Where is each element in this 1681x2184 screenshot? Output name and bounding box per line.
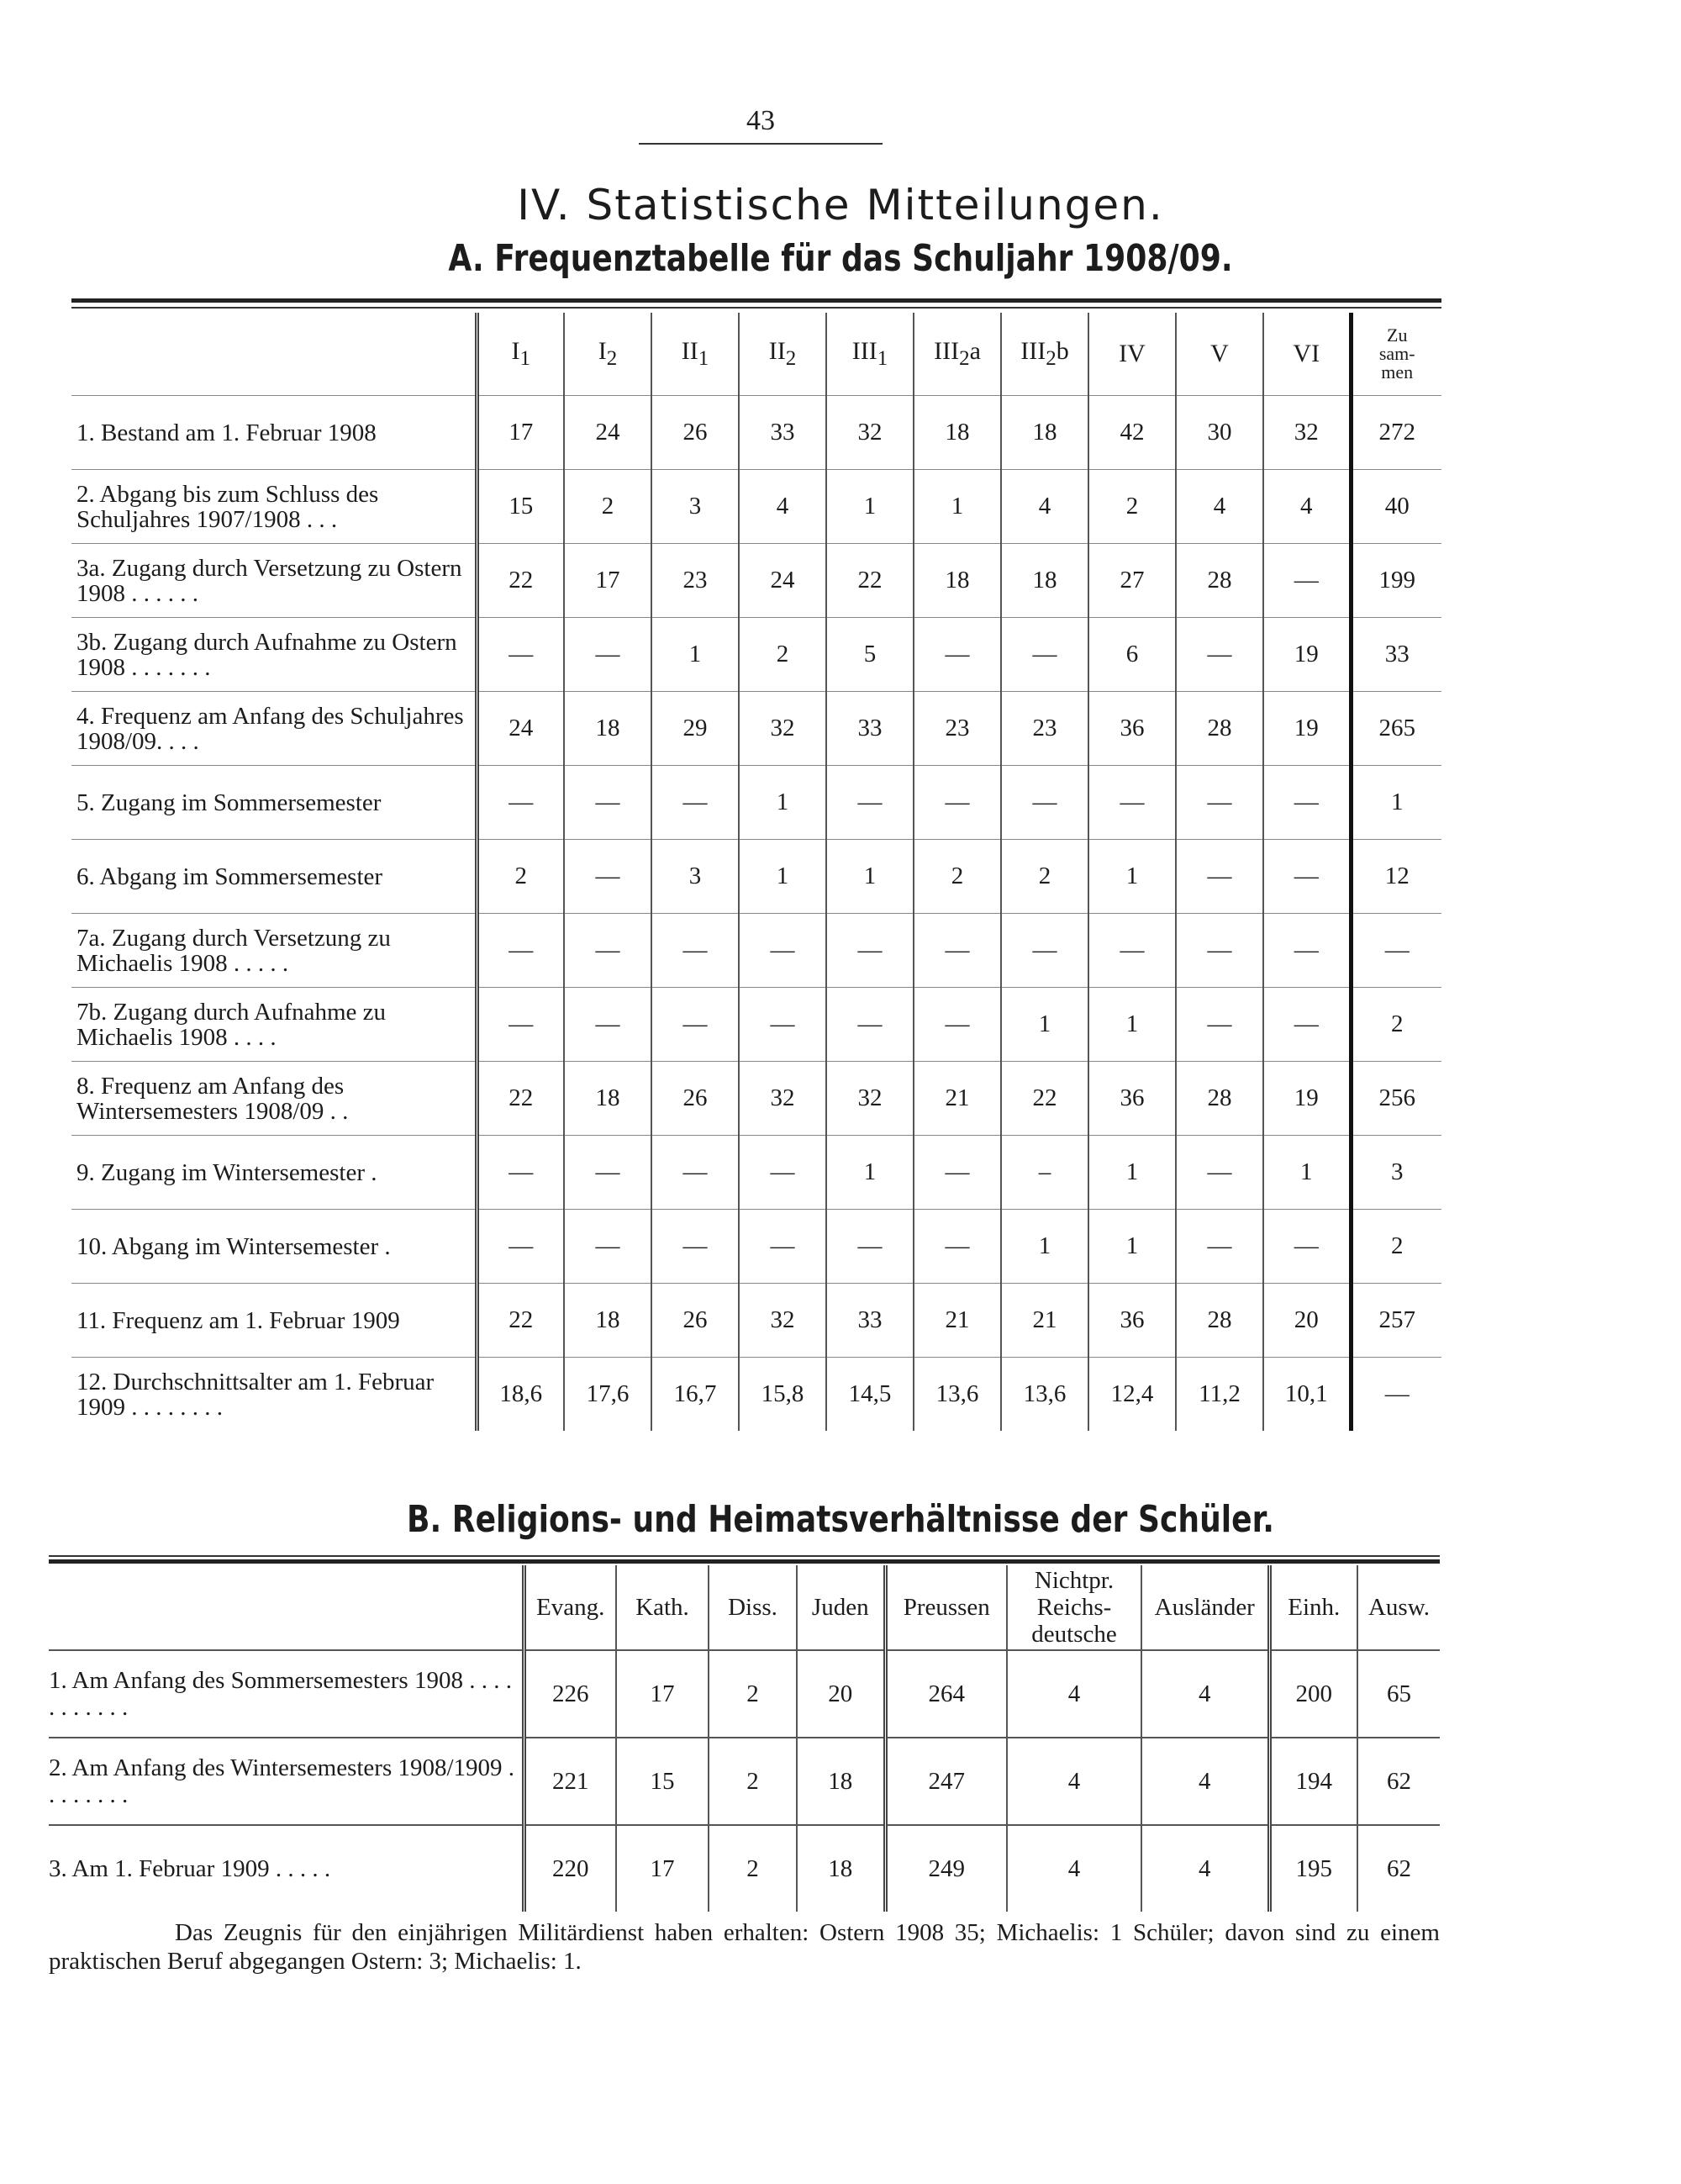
- table-cell: 18: [564, 1062, 651, 1136]
- table-cell: 4: [1141, 1738, 1269, 1825]
- column-header: Preussen: [885, 1565, 1007, 1650]
- table-cell: 17: [477, 396, 564, 470]
- table-cell: 28: [1176, 1062, 1263, 1136]
- table-cell: —: [564, 1210, 651, 1284]
- table-cell: 2: [477, 840, 564, 914]
- table-cell: —: [651, 1136, 739, 1210]
- table-cell: 65: [1357, 1650, 1440, 1738]
- column-header: Ausw.: [1357, 1565, 1440, 1650]
- row-label: 2. Abgang bis zum Schluss des Schuljahres 1907/1908 . . .: [76, 480, 379, 533]
- table-b-top-rule: [49, 1559, 1440, 1564]
- table-cell: 2: [709, 1650, 797, 1738]
- table-cell: —: [826, 914, 914, 988]
- table-cell: 21: [914, 1062, 1001, 1136]
- row-total: —: [1351, 914, 1441, 988]
- column-header: Diss.: [709, 1565, 797, 1650]
- table-cell: 21: [1001, 1284, 1088, 1358]
- row-label: 3a. Zugang durch Versetzung zu Ostern 1908 . . . . . .: [76, 554, 462, 607]
- table-cell: —: [477, 914, 564, 988]
- table-cell: —: [739, 914, 826, 988]
- table-cell: 1: [739, 840, 826, 914]
- column-header: V: [1176, 313, 1263, 396]
- table-cell: 15,8: [739, 1358, 826, 1432]
- column-header: $II_1$: [651, 313, 739, 396]
- table-cell: —: [826, 1210, 914, 1284]
- table-cell: 1: [651, 618, 739, 692]
- table-cell: —: [914, 1136, 1001, 1210]
- religion-table-header: [49, 1565, 1440, 1650]
- table-cell: 2: [739, 618, 826, 692]
- table-cell: 22: [477, 1062, 564, 1136]
- table-cell: —: [914, 1210, 1001, 1284]
- table-cell: —: [651, 914, 739, 988]
- table-cell: 22: [477, 1284, 564, 1358]
- table-cell: —: [739, 1210, 826, 1284]
- table-cell: 6: [1088, 618, 1176, 692]
- table-cell: 220: [524, 1825, 616, 1912]
- table-cell: 33: [739, 396, 826, 470]
- table-cell: —: [564, 840, 651, 914]
- row-label: 7a. Zugang durch Versetzung zu Michaelis 1908 . . . . .: [76, 924, 391, 977]
- table-row: [49, 1650, 1440, 1738]
- table-cell: —: [1176, 914, 1263, 988]
- table-cell: 42: [1088, 396, 1176, 470]
- table-cell: —: [1263, 840, 1351, 914]
- table-cell: —: [564, 988, 651, 1062]
- table-row: [71, 1062, 1441, 1136]
- table-cell: 23: [914, 692, 1001, 766]
- table-cell: 4: [739, 470, 826, 544]
- table-row: [71, 1136, 1441, 1210]
- column-header: $III_1$: [826, 313, 914, 396]
- table-cell: 19: [1263, 618, 1351, 692]
- table-cell: 21: [914, 1284, 1001, 1358]
- table-cell: 19: [1263, 692, 1351, 766]
- table-cell: 2: [709, 1738, 797, 1825]
- table-a-top-rule-thin: [71, 307, 1441, 309]
- table-cell: 18: [564, 1284, 651, 1358]
- table-cell: 27: [1088, 544, 1176, 618]
- footnote-text: Das Zeugnis für den einjährigen Militärdienst haben erhalten: Ostern 1908 35; Michaelis: 1 Schüler; davon sind zu einem praktischen Beruf abgegangen Ostern: 3; Michaelis: 1.: [49, 1919, 1440, 1975]
- table-cell: 11,2: [1176, 1358, 1263, 1432]
- table-cell: 26: [651, 1284, 739, 1358]
- table-a-title: A. Frequenztabelle für das Schuljahr 1908/09.: [448, 237, 1233, 280]
- table-row: [49, 1825, 1440, 1912]
- table-cell: 1: [1088, 840, 1176, 914]
- table-cell: 18: [797, 1825, 885, 1912]
- table-cell: 1: [1001, 1210, 1088, 1284]
- table-cell: 2: [564, 470, 651, 544]
- table-cell: 4: [1141, 1650, 1269, 1738]
- table-cell: 26: [651, 1062, 739, 1136]
- row-label: 3b. Zugang durch Aufnahme zu Ostern 1908 . . . . . . .: [76, 628, 457, 681]
- table-cell: —: [739, 1136, 826, 1210]
- table-cell: 1: [1263, 1136, 1351, 1210]
- row-total: 40: [1351, 470, 1441, 544]
- column-header: Nichtpr. Reichs- deutsche: [1007, 1565, 1141, 1650]
- table-cell: 32: [1263, 396, 1351, 470]
- table-cell: —: [1263, 766, 1351, 840]
- row-label: 2. Am Anfang des Wintersemesters 1908/1909 . . . . . . . .: [49, 1754, 515, 1808]
- table-a-top-rule: [71, 298, 1441, 303]
- table-cell: 17: [616, 1825, 709, 1912]
- row-total: 2: [1351, 988, 1441, 1062]
- row-total: 3: [1351, 1136, 1441, 1210]
- table-row: [71, 618, 1441, 692]
- table-cell: 200: [1269, 1650, 1357, 1738]
- table-cell: 29: [651, 692, 739, 766]
- table-cell: 221: [524, 1738, 616, 1825]
- table-cell: —: [1263, 914, 1351, 988]
- column-header: Juden: [797, 1565, 885, 1650]
- row-total: 272: [1351, 396, 1441, 470]
- table-row: [71, 544, 1441, 618]
- table-cell: 14,5: [826, 1358, 914, 1432]
- table-cell: —: [1001, 618, 1088, 692]
- header-label-cell: [71, 313, 477, 396]
- table-row: [71, 988, 1441, 1062]
- column-header: $II_2$: [739, 313, 826, 396]
- table-row: [49, 1738, 1440, 1825]
- column-header: IV: [1088, 313, 1176, 396]
- table-cell: —: [1088, 766, 1176, 840]
- table-cell: 4: [1001, 470, 1088, 544]
- table-cell: 2: [1088, 470, 1176, 544]
- row-total: 2: [1351, 1210, 1441, 1284]
- table-cell: 4: [1141, 1825, 1269, 1912]
- table-cell: —: [1001, 766, 1088, 840]
- table-cell: 26: [651, 396, 739, 470]
- table-cell: 36: [1088, 1062, 1176, 1136]
- table-cell: 195: [1269, 1825, 1357, 1912]
- table-cell: 5: [826, 618, 914, 692]
- table-cell: —: [1176, 1136, 1263, 1210]
- table-cell: —: [1176, 1210, 1263, 1284]
- row-label: 5. Zugang im Sommersemester: [76, 789, 382, 816]
- table-cell: —: [1176, 766, 1263, 840]
- column-header: Evang.: [524, 1565, 616, 1650]
- table-cell: 24: [564, 396, 651, 470]
- table-cell: 12,4: [1088, 1358, 1176, 1432]
- row-total: 1: [1351, 766, 1441, 840]
- page-number-rule: [639, 143, 883, 145]
- table-cell: 17: [564, 544, 651, 618]
- table-cell: 33: [826, 1284, 914, 1358]
- table-cell: 28: [1176, 544, 1263, 618]
- table-cell: —: [564, 914, 651, 988]
- table-cell: 2: [914, 840, 1001, 914]
- table-row: [71, 692, 1441, 766]
- column-header: $III_2b$: [1001, 313, 1088, 396]
- table-cell: 4: [1263, 470, 1351, 544]
- table-row: [71, 1358, 1441, 1432]
- table-row: [71, 766, 1441, 840]
- table-cell: —: [914, 988, 1001, 1062]
- row-label: 1. Bestand am 1. Februar 1908: [76, 419, 377, 446]
- row-label: 7b. Zugang durch Aufnahme zu Michaelis 1908 . . . .: [76, 998, 387, 1051]
- frequency-table-header: [71, 313, 1441, 396]
- table-cell: —: [826, 988, 914, 1062]
- table-cell: 4: [1176, 470, 1263, 544]
- table-cell: 36: [1088, 692, 1176, 766]
- table-cell: 32: [739, 692, 826, 766]
- table-cell: 24: [739, 544, 826, 618]
- table-cell: 30: [1176, 396, 1263, 470]
- column-header: VI: [1263, 313, 1351, 396]
- table-row: [71, 840, 1441, 914]
- footnote: [49, 1918, 1440, 1976]
- table-cell: —: [1263, 1210, 1351, 1284]
- table-cell: —: [564, 766, 651, 840]
- table-cell: 18: [564, 692, 651, 766]
- table-cell: 4: [1007, 1825, 1141, 1912]
- row-label: 11. Frequenz am 1. Februar 1909: [76, 1306, 400, 1334]
- table-cell: 22: [1001, 1062, 1088, 1136]
- table-cell: 249: [885, 1825, 1007, 1912]
- table-cell: 18: [914, 544, 1001, 618]
- table-cell: 20: [1263, 1284, 1351, 1358]
- table-cell: —: [1176, 840, 1263, 914]
- table-cell: 32: [826, 396, 914, 470]
- table-cell: 13,6: [914, 1358, 1001, 1432]
- row-total: —: [1351, 1358, 1441, 1432]
- table-cell: 264: [885, 1650, 1007, 1738]
- table-row: [71, 914, 1441, 988]
- row-total: 265: [1351, 692, 1441, 766]
- table-cell: 28: [1176, 1284, 1263, 1358]
- table-cell: 15: [477, 470, 564, 544]
- table-cell: 18,6: [477, 1358, 564, 1432]
- row-label: 12. Durchschnittsalter am 1. Februar 1909 . . . . . . . .: [76, 1368, 435, 1421]
- table-cell: 32: [739, 1062, 826, 1136]
- row-total: 12: [1351, 840, 1441, 914]
- table-cell: 194: [1269, 1738, 1357, 1825]
- table-cell: —: [1176, 988, 1263, 1062]
- table-cell: 32: [739, 1284, 826, 1358]
- religion-table: [49, 1565, 1440, 1912]
- table-cell: 1: [1088, 988, 1176, 1062]
- row-label: 6. Abgang im Sommersemester: [76, 863, 383, 890]
- row-total: 199: [1351, 544, 1441, 618]
- row-label: 10. Abgang im Wintersemester .: [76, 1232, 391, 1260]
- row-label: 9. Zugang im Wintersemester .: [76, 1158, 377, 1186]
- table-cell: 1: [1001, 988, 1088, 1062]
- table-cell: 1: [1088, 1136, 1176, 1210]
- column-header: $I_2$: [564, 313, 651, 396]
- table-cell: 28: [1176, 692, 1263, 766]
- table-cell: —: [477, 618, 564, 692]
- table-cell: 18: [797, 1738, 885, 1825]
- table-cell: 226: [524, 1650, 616, 1738]
- table-cell: 19: [1263, 1062, 1351, 1136]
- table-cell: —: [1263, 988, 1351, 1062]
- table-cell: 33: [826, 692, 914, 766]
- row-total: 257: [1351, 1284, 1441, 1358]
- table-cell: 18: [1001, 396, 1088, 470]
- table-cell: 247: [885, 1738, 1007, 1825]
- table-cell: —: [826, 766, 914, 840]
- table-cell: —: [564, 1136, 651, 1210]
- column-header: $III_2a$: [914, 313, 1001, 396]
- table-cell: 20: [797, 1650, 885, 1738]
- table-cell: 18: [1001, 544, 1088, 618]
- table-cell: —: [477, 766, 564, 840]
- table-cell: 32: [826, 1062, 914, 1136]
- table-cell: 1: [826, 840, 914, 914]
- table-cell: 62: [1357, 1825, 1440, 1912]
- table-cell: 18: [914, 396, 1001, 470]
- header-label-cell: [49, 1565, 524, 1650]
- table-cell: 2: [1001, 840, 1088, 914]
- table-cell: 23: [651, 544, 739, 618]
- row-total: 33: [1351, 618, 1441, 692]
- table-cell: 1: [826, 470, 914, 544]
- table-cell: 4: [1007, 1650, 1141, 1738]
- table-cell: —: [477, 1210, 564, 1284]
- table-cell: 36: [1088, 1284, 1176, 1358]
- frequency-table: [71, 313, 1441, 1431]
- table-cell: –: [1001, 1136, 1088, 1210]
- table-b-title: B. Religions- und Heimatsverhältnisse der Schüler.: [407, 1498, 1274, 1541]
- row-label: 4. Frequenz am Anfang des Schuljahres 1908/09. . . .: [76, 702, 464, 755]
- table-cell: —: [914, 914, 1001, 988]
- table-cell: —: [651, 766, 739, 840]
- table-cell: 1: [1088, 1210, 1176, 1284]
- table-cell: —: [1001, 914, 1088, 988]
- table-cell: 15: [616, 1738, 709, 1825]
- table-cell: —: [477, 1136, 564, 1210]
- section-title: IV. Statistische Mitteilungen.: [517, 181, 1164, 229]
- table-cell: 3: [651, 470, 739, 544]
- table-row: [71, 470, 1441, 544]
- column-header: $I_1$: [477, 313, 564, 396]
- table-cell: 23: [1001, 692, 1088, 766]
- table-cell: —: [1088, 914, 1176, 988]
- table-cell: —: [651, 988, 739, 1062]
- table-row: [71, 1210, 1441, 1284]
- row-label: 8. Frequenz am Anfang des Wintersemesters 1908/09 . .: [76, 1072, 349, 1125]
- table-cell: 17: [616, 1650, 709, 1738]
- table-cell: 22: [477, 544, 564, 618]
- column-header: Ausländer: [1141, 1565, 1269, 1650]
- row-total: 256: [1351, 1062, 1441, 1136]
- table-cell: 4: [1007, 1738, 1141, 1825]
- table-cell: —: [651, 1210, 739, 1284]
- row-label: 1. Am Anfang des Sommersemesters 1908 . . . . . . . . . . .: [49, 1667, 512, 1721]
- table-row: [71, 396, 1441, 470]
- table-cell: 16,7: [651, 1358, 739, 1432]
- table-cell: 13,6: [1001, 1358, 1088, 1432]
- table-cell: 22: [826, 544, 914, 618]
- table-cell: 10,1: [1263, 1358, 1351, 1432]
- table-cell: —: [477, 988, 564, 1062]
- table-cell: —: [564, 618, 651, 692]
- table-cell: —: [914, 766, 1001, 840]
- table-cell: —: [739, 988, 826, 1062]
- table-cell: —: [1176, 618, 1263, 692]
- column-header: Einh.: [1269, 1565, 1357, 1650]
- table-cell: —: [914, 618, 1001, 692]
- column-header: Kath.: [616, 1565, 709, 1650]
- table-cell: 62: [1357, 1738, 1440, 1825]
- table-row: [71, 1284, 1441, 1358]
- page-number: 43: [746, 105, 775, 136]
- table-cell: 2: [709, 1825, 797, 1912]
- table-cell: —: [1263, 544, 1351, 618]
- table-cell: 17,6: [564, 1358, 651, 1432]
- table-b-top-rule-thin: [49, 1555, 1440, 1557]
- table-cell: 3: [651, 840, 739, 914]
- table-cell: 1: [914, 470, 1001, 544]
- table-cell: 24: [477, 692, 564, 766]
- table-cell: 1: [739, 766, 826, 840]
- table-cell: 1: [826, 1136, 914, 1210]
- column-header-total: Zu sam- men: [1351, 313, 1441, 396]
- row-label: 3. Am 1. Februar 1909 . . . . .: [49, 1855, 331, 1882]
